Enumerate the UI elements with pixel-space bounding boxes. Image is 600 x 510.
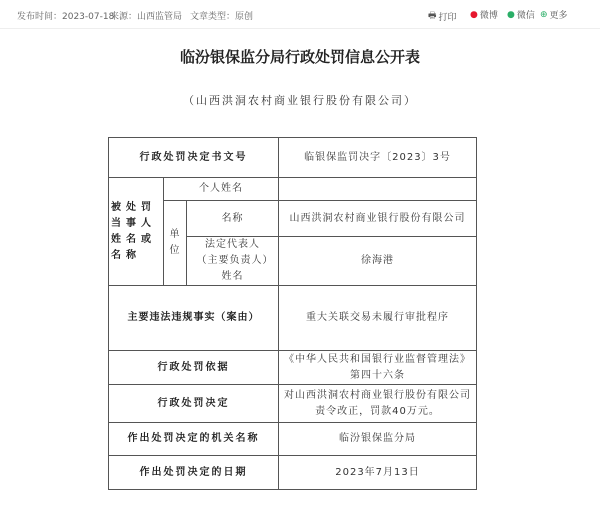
table-row: 行政处罚决定 对山西洪洞农村商业银行股份有限公司责令改正，罚款40万元。 xyxy=(109,385,477,423)
more-button[interactable]: ⊕ 更多 xyxy=(540,9,568,21)
page-subtitle: （山西洪洞农村商业银行股份有限公司） xyxy=(183,94,417,107)
table-row: 被处罚当事人姓名或名称 个人姓名 xyxy=(109,178,477,201)
table-row: 作出处罚决定的日期 2023年7月13日 xyxy=(109,456,477,490)
plus-circle-icon: ⊕ xyxy=(540,9,548,20)
table-row: 单位 名称 山西洪洞农村商业银行股份有限公司 xyxy=(109,201,477,237)
printer-icon: 🖶 xyxy=(428,11,437,21)
page-title: 临汾银保监分局行政处罚信息公开表 xyxy=(179,48,420,66)
wechat-button[interactable]: ● 微信 xyxy=(507,9,535,21)
table-row: 法定代表人（主要负责人）姓名 徐海港 xyxy=(109,237,477,286)
table-row: 行政处罚依据 《中华人民共和国银行业监督管理法》第四十六条 xyxy=(109,351,477,385)
print-button[interactable]: 🖶 打印 xyxy=(428,8,457,24)
penalty-info-table xyxy=(108,137,477,490)
source: 来源：山西监管局 xyxy=(110,12,183,22)
wechat-icon: ● xyxy=(507,9,515,20)
table-row: 作出处罚决定的机关名称 临汾银保监分局 xyxy=(109,423,477,456)
weibo-button[interactable]: ● 微博 xyxy=(470,9,498,21)
article-meta-bar xyxy=(0,0,600,29)
weibo-icon: ● xyxy=(470,9,478,20)
table-row: 主要违法违规事实（案由） 重大关联交易未履行审批程序 xyxy=(109,286,477,351)
article-type: 文章类型：原创 xyxy=(190,12,254,22)
table-row: 行政处罚决定书文号 临银保监罚决字〔2023〕3号 xyxy=(109,138,477,178)
publish-time: 发布时间：2023-07-18 xyxy=(17,12,115,22)
